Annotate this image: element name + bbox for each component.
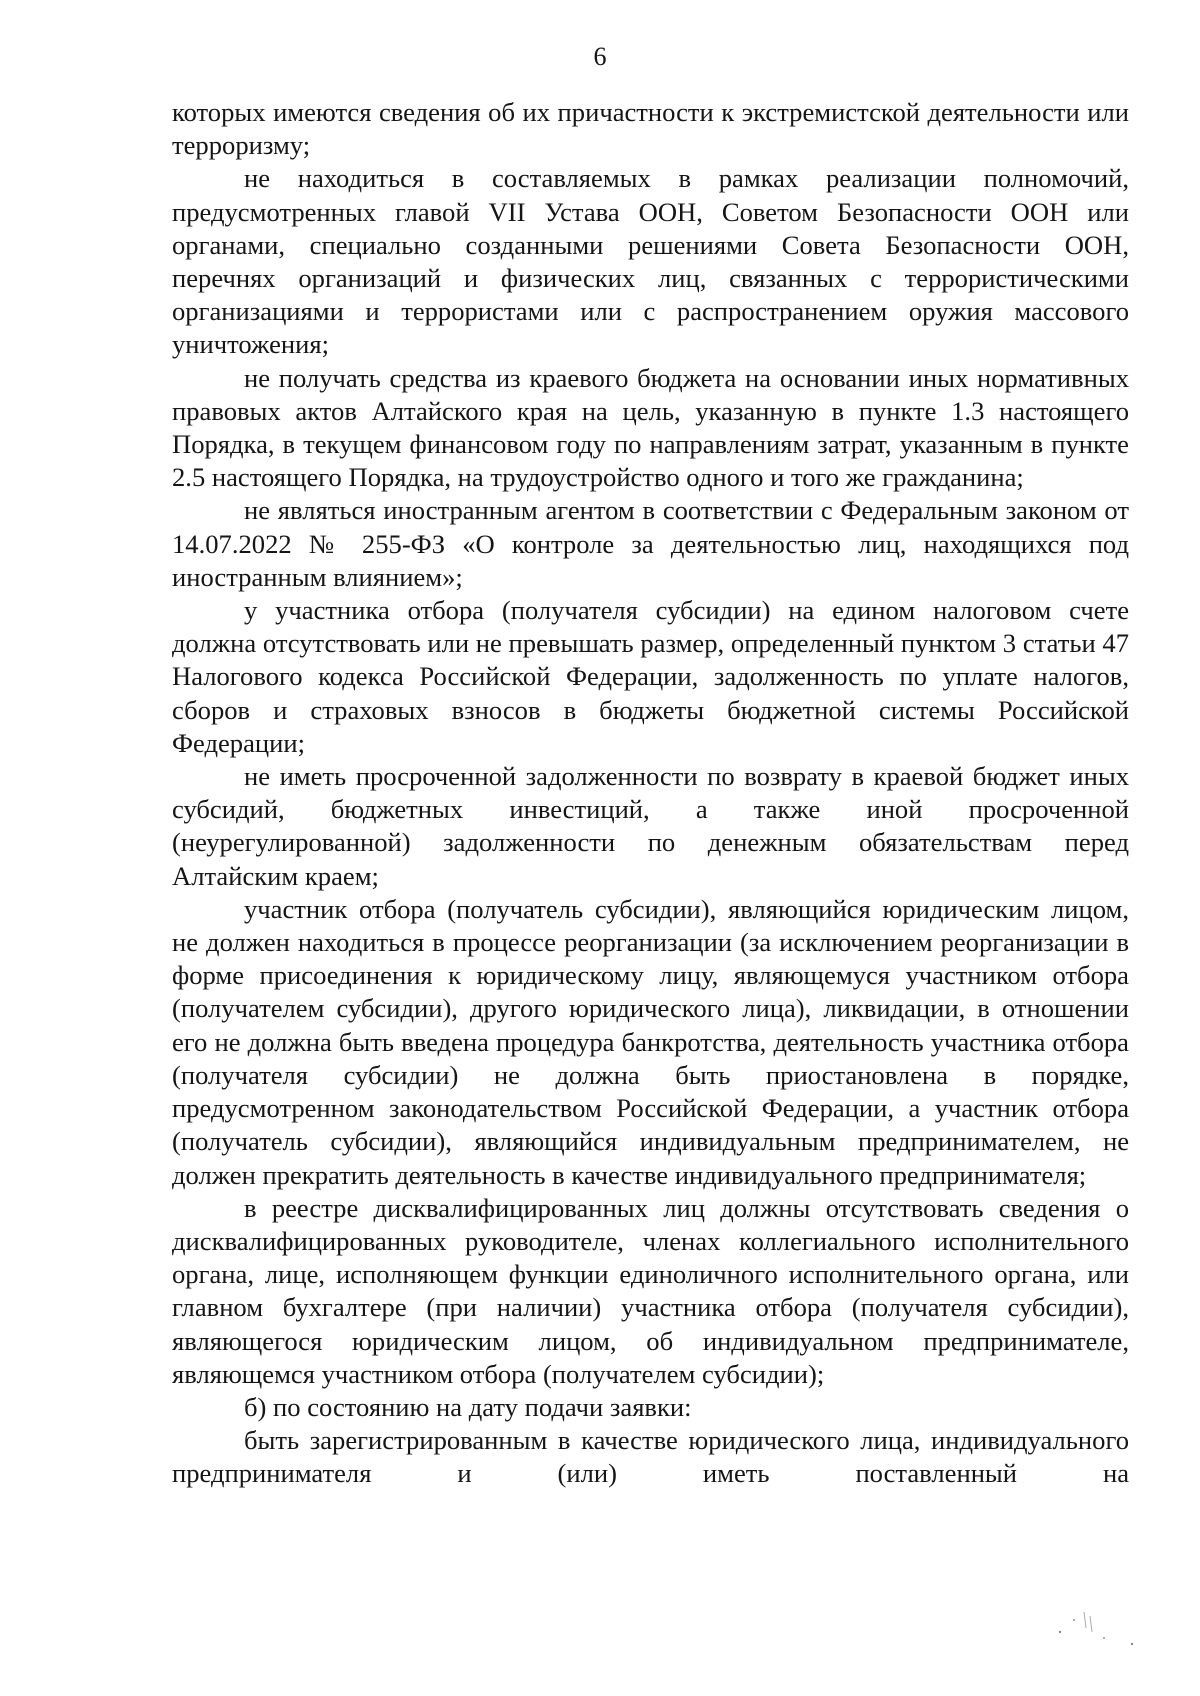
paragraph-application-date: б) по состоянию на дату подачи заявки: bbox=[244, 1391, 692, 1422]
document-body bbox=[172, 96, 1129, 1491]
paragraph-tax-debt: у участника отбора (получателя субсидии) на едином налоговом счете должна отсутствовать или не превышать размер, определенный пунктом 3 статьи 47 Налогового кодекса Российской Федерации, задолженность по уплате налогов, сборов и страховых взносов в бюджеты бюджетной системы Российской Федерации; bbox=[172, 595, 1129, 758]
paragraph-un-lists: не находиться в составляемых в рамках реализации полномочий, предусмотренных главой VII Устава ООН, Советом Безопасности ООН или органами, специально созданными решениями Совета Безопасности ООН, перечнях организаций и физических лиц, связанных с террористическими организациями и террористами или с распространением оружия массового уничтожения; bbox=[172, 163, 1129, 360]
page-number: 6 bbox=[593, 42, 607, 71]
paragraph-terrorism-continuation: которых имеются сведения об их причастности к экстремистской деятельности или терроризму; bbox=[172, 97, 1129, 161]
scan-specks bbox=[1040, 1592, 1160, 1672]
paragraph-reorganization: участник отбора (получатель субсидии), являющийся юридическим лицом, не должен находиться в процессе реорганизации (за исключением реорганизации в форме присоединения к юридическому лицу, являющемуся участником отбора (получателем субсидии), другого юридического лица), ликвидации, в отношении его не должна быть введена процедура банкротства, деятельность участника отбора (получателя субсидии) не должна быть приостановлена в порядке, предусмотренном законодательством Российской Федерации, а участник отбора (получатель субсидии), являющийся индивидуальным предпринимателем, не должен прекратить деятельность в качестве индивидуального предпринимателя; bbox=[172, 893, 1129, 1190]
paragraph-overdue-debt: не иметь просроченной задолженности по возврату в краевой бюджет иных субсидий, бюджетных инвестиций, а также иной просроченной (неурегулированной) задолженности по денежным обязательствам перед Алтайским краем; bbox=[172, 761, 1129, 891]
paragraph-disqualified-persons: в реестре дисквалифицированных лиц должны отсутствовать сведения о дисквалифицированных руководителе, членах коллегиального исполнительного органа, лице, исполняющем функции единоличного исполнительного органа, или главном бухгалтере (при наличии) участника отбора (получателя субсидии), являющегося юридическим лицом, об индивидуальном предпринимателе, являющемся участником отбора (получателем субсидии); bbox=[172, 1192, 1129, 1389]
paragraph-foreign-agent: не являться иностранным агентом в соответствии с Федеральным законом от 14.07.2022 № 255-ФЗ «О контроле за деятельностью лиц, находящихся под иностранным влиянием»; bbox=[172, 495, 1129, 592]
paragraph-regional-budget-funds: не получать средства из краевого бюджета на основании иных нормативных правовых актов Алтайского края на цель, указанную в пункте 1.3 настоящего Порядка, в текущем финансовом году по направлениям затрат, указанным в пункте 2.5 настоящего Порядка, на трудоустройство одного и того же гражданина; bbox=[172, 362, 1129, 493]
paragraph-registration: быть зарегистрированным в качестве юридического лица, индивидуального предпринимателя и (или) иметь поставленный на bbox=[172, 1425, 1129, 1489]
